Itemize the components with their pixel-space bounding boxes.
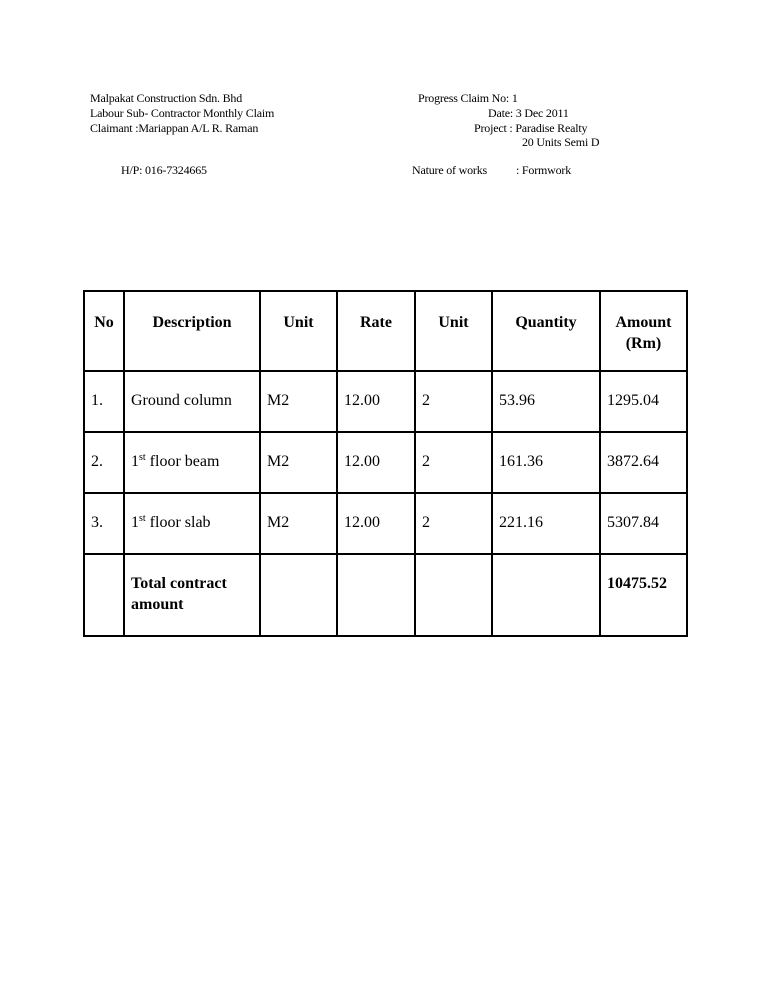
company-name: Malpakat Construction Sdn. Bhd <box>90 91 242 105</box>
table-row <box>84 432 687 493</box>
row-unit-count: 2 <box>415 432 492 493</box>
row-amount: 3872.64 <box>600 432 687 493</box>
row-rate: 12.00 <box>337 432 415 493</box>
row-unit-count: 2 <box>415 493 492 554</box>
row-unit: M2 <box>260 493 337 554</box>
total-empty-cell <box>337 554 415 636</box>
claim-date: Date: 3 Dec 2011 <box>488 106 569 120</box>
table-row <box>84 493 687 554</box>
column-header: Description <box>124 291 260 371</box>
row-description: Ground column <box>124 371 260 432</box>
row-unit: M2 <box>260 432 337 493</box>
progress-claim-number: Progress Claim No: 1 <box>418 91 518 105</box>
row-amount: 5307.84 <box>600 493 687 554</box>
phone-number: H/P: 016-7324665 <box>121 163 207 177</box>
column-header: No <box>84 291 124 371</box>
table-header-row <box>84 291 687 371</box>
column-header: Amount (Rm) <box>600 291 687 371</box>
row-quantity: 221.16 <box>492 493 600 554</box>
claimant: Claimant :Mariappan A/L R. Raman <box>90 121 259 135</box>
project-units: 20 Units Semi D <box>522 135 600 149</box>
total-empty-cell <box>492 554 600 636</box>
row-amount: 1295.04 <box>600 371 687 432</box>
row-number: 1. <box>84 371 124 432</box>
project-name: Project : Paradise Realty <box>474 121 588 135</box>
column-header: Quantity <box>492 291 600 371</box>
total-empty-cell <box>415 554 492 636</box>
column-header: Unit <box>415 291 492 371</box>
column-header: Unit <box>260 291 337 371</box>
row-rate: 12.00 <box>337 493 415 554</box>
total-row <box>84 554 687 636</box>
total-label: Total contract amount <box>124 554 260 636</box>
table-row <box>84 371 687 432</box>
row-quantity: 53.96 <box>492 371 600 432</box>
row-unit: M2 <box>260 371 337 432</box>
row-description: 1st floor slab <box>124 493 260 554</box>
row-unit-count: 2 <box>415 371 492 432</box>
column-header: Rate <box>337 291 415 371</box>
nature-of-works-label: Nature of works <box>412 163 487 177</box>
row-rate: 12.00 <box>337 371 415 432</box>
row-description: 1st floor beam <box>124 432 260 493</box>
claim-type: Labour Sub- Contractor Monthly Claim <box>90 106 275 120</box>
claim-table <box>83 290 688 637</box>
total-empty-cell <box>84 554 124 636</box>
total-amount: 10475.52 <box>600 554 687 636</box>
total-empty-cell <box>260 554 337 636</box>
row-number: 3. <box>84 493 124 554</box>
nature-of-works-value: : Formwork <box>516 163 572 177</box>
row-quantity: 161.36 <box>492 432 600 493</box>
row-number: 2. <box>84 432 124 493</box>
